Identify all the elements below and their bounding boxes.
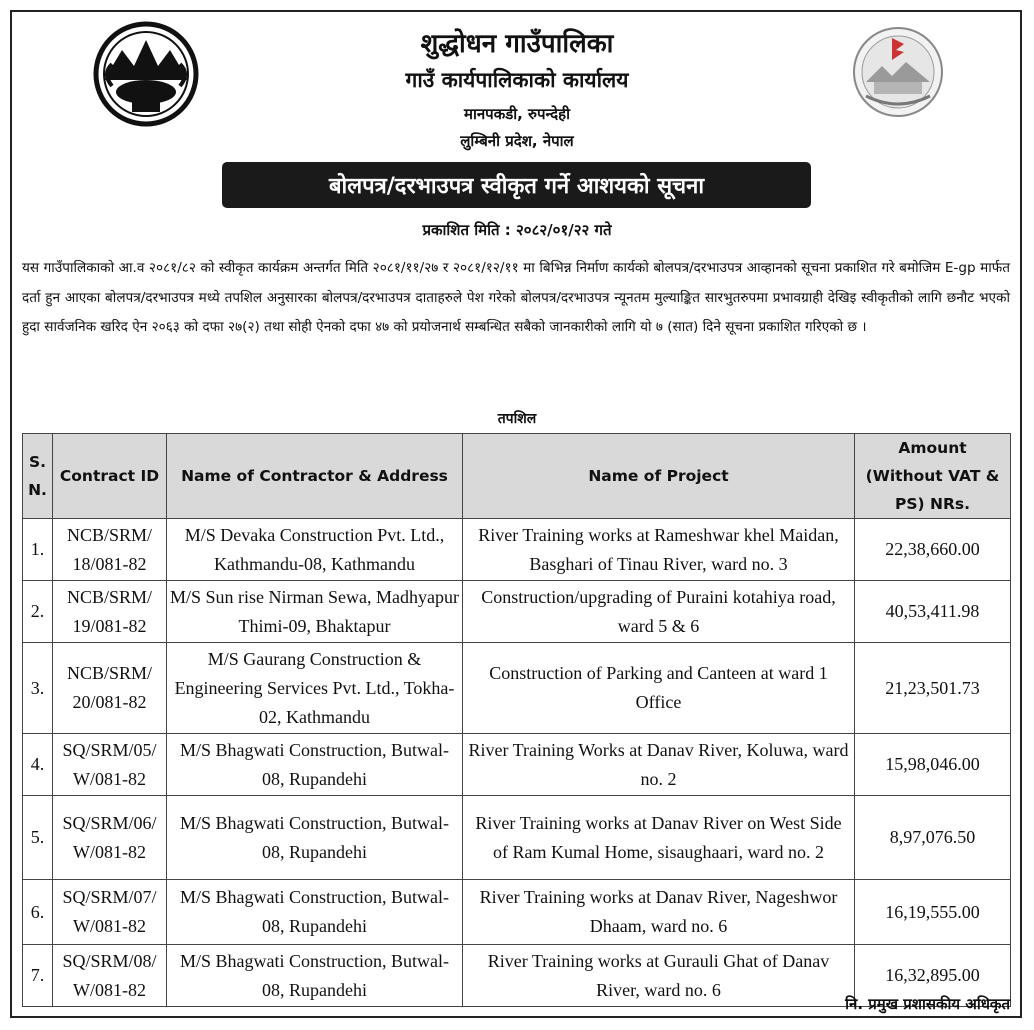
province-name: लुम्बिनी प्रदेश, नेपाल — [460, 132, 574, 150]
cell-amount: 21,23,501.73 — [855, 643, 1011, 734]
header-project: Name of Project — [463, 434, 855, 519]
cell-project: River Training works at Danav River on West Side of Ram Kumal Home, sisaughaari, ward no. 2 — [463, 796, 855, 880]
cell-contractor: M/S Devaka Construction Pvt. Ltd., Kathmandu-08, Kathmandu — [167, 519, 463, 581]
table-row — [23, 796, 1011, 880]
cell-amount: 22,38,660.00 — [855, 519, 1011, 581]
office-location: मानपकडी, रुपन्देही — [464, 105, 570, 123]
table-row — [23, 581, 1011, 643]
cell-project: Construction of Parking and Canteen at ward 1 Office — [463, 643, 855, 734]
cell-contract-id: SQ/SRM/05/ W/081-82 — [53, 734, 167, 796]
cell-sn: 6. — [23, 880, 53, 945]
published-date: प्रकाशित मिति : २०८२/०१/२२ गते — [422, 221, 612, 239]
header-sn: S. N. — [23, 434, 53, 519]
cell-sn: 7. — [23, 945, 53, 1007]
cell-project: River Training Works at Danav River, Koluwa, ward no. 2 — [463, 734, 855, 796]
cell-sn: 2. — [23, 581, 53, 643]
cell-project: River Training works at Gurauli Ghat of Danav River, ward no. 6 — [463, 945, 855, 1007]
table-row — [23, 643, 1011, 734]
signature: नि. प्रमुख प्रशासकीय अधिकृत — [845, 995, 1010, 1013]
notice-title-text: बोलपत्र/दरभाउपत्र स्वीकृत गर्ने आशयको सूचना — [328, 174, 705, 199]
cell-contractor: M/S Bhagwati Construction, Butwal-08, Rupandehi — [167, 880, 463, 945]
table-row — [23, 734, 1011, 796]
cell-contractor: M/S Bhagwati Construction, Butwal-08, Rupandehi — [167, 945, 463, 1007]
table-caption: तपशिल — [497, 411, 537, 427]
cell-contract-id: NCB/SRM/ 18/081-82 — [53, 519, 167, 581]
cell-amount: 16,19,555.00 — [855, 880, 1011, 945]
cell-sn: 4. — [23, 734, 53, 796]
cell-contractor: M/S Gaurang Construction & Engineering Services Pvt. Ltd., Tokha-02, Kathmandu — [167, 643, 463, 734]
cell-contract-id: SQ/SRM/07/ W/081-82 — [53, 880, 167, 945]
cell-contract-id: NCB/SRM/ 20/081-82 — [53, 643, 167, 734]
notice-paragraph: यस गाउँपालिकाको आ.व २०८१/८२ को स्वीकृत कार्यक्रम अन्तर्गत मिति २०८१/११/२७ र २०८१/१२/११ मा बिभिन्न निर्माण कार्यको बोलपत्र/दरभाउपत्र आव्हानको सूचना प्रकाशित गरे बमोजिम E-gp मार्फत दर्ता हुन आएका बोलपत्र/दरभाउपत्र मध्ये तपशिल अनुसारका बोलपत्र/दरभाउपत्र दाताहरुले पेश गरेको बोलपत्र/दरभाउपत्र न्यूनतम मुल्याङ्कित सारभुतरुपमा प्रभावग्राही देखिइ स्वीकृतीको लागि छनौट भएको हुदा सार्वजनिक खरिद ऐन २०६३ को दफा २७(२) तथा सोही ऐनको दफा ४७ को प्रयोजनार्थ सम्बन्धित सबैको जानकारीको लागि यो ७ (सात) दिने सूचना प्रकाशित गरिएको छ । — [22, 260, 1010, 335]
header-contractor: Name of Contractor & Address — [167, 434, 463, 519]
cell-amount: 16,32,895.00 — [855, 945, 1011, 1007]
cell-contract-id: NCB/SRM/ 19/081-82 — [53, 581, 167, 643]
office-name: गाउँ कार्यपालिकाको कार्यालय — [405, 68, 629, 92]
cell-sn: 1. — [23, 519, 53, 581]
cell-project: River Training works at Rameshwar khel Maidan, Basghari of Tinau River, ward no. 3 — [463, 519, 855, 581]
cell-project: Construction/upgrading of Puraini kotahiya road, ward 5 & 6 — [463, 581, 855, 643]
cell-project: River Training works at Danav River, Nageshwor Dhaam, ward no. 6 — [463, 880, 855, 945]
notice-title — [222, 162, 811, 208]
header-contract-id: Contract ID — [53, 434, 167, 519]
cell-amount: 8,97,076.50 — [855, 796, 1011, 880]
municipality-name: शुद्धोधन गाउँपालिका — [420, 29, 614, 59]
cell-contract-id: SQ/SRM/08/ W/081-82 — [53, 945, 167, 1007]
cell-contractor: M/S Bhagwati Construction, Butwal-08, Rupandehi — [167, 734, 463, 796]
table-row — [23, 519, 1011, 581]
cell-contractor: M/S Sun rise Nirman Sewa, Madhyapur Thimi-09, Bhaktapur — [167, 581, 463, 643]
table-row — [23, 880, 1011, 945]
cell-contract-id: SQ/SRM/06/ W/081-82 — [53, 796, 167, 880]
cell-sn: 5. — [23, 796, 53, 880]
header-amount: Amount (Without VAT & PS) NRs. — [855, 434, 1011, 519]
cell-amount: 40,53,411.98 — [855, 581, 1011, 643]
cell-sn: 3. — [23, 643, 53, 734]
contract-table — [22, 433, 1011, 1007]
cell-amount: 15,98,046.00 — [855, 734, 1011, 796]
cell-contractor: M/S Bhagwati Construction, Butwal-08, Rupandehi — [167, 796, 463, 880]
table-header-row — [23, 434, 1011, 519]
